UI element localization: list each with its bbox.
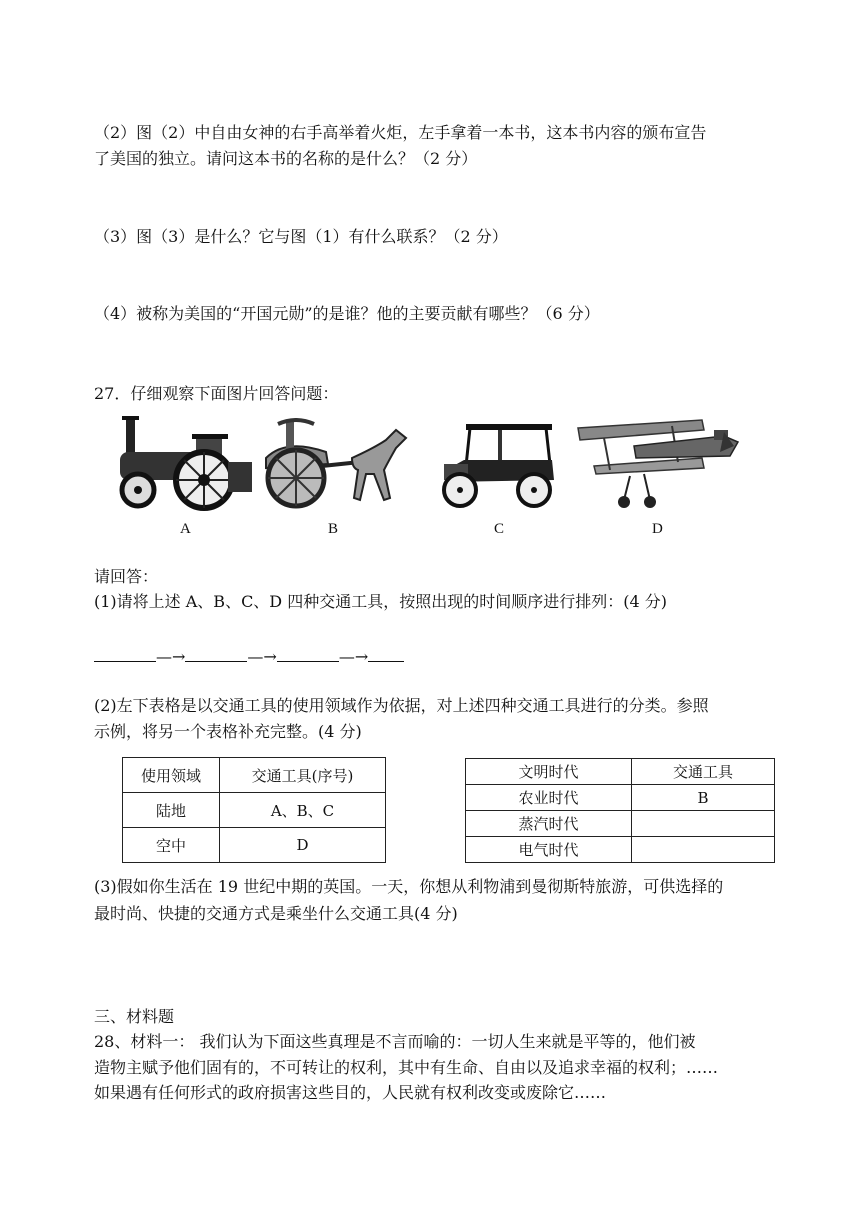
table-answer-cell[interactable]: [632, 837, 775, 863]
answer-blank-2[interactable]: [185, 647, 247, 662]
q27-subquestion-3-line1: (3)假如你生活在 19 世纪中期的英国。一天，你想从利物浦到曼彻斯特旅游，可供选择的: [94, 877, 724, 896]
table-cell: 农业时代: [466, 785, 632, 811]
table-header: 文明时代: [466, 759, 632, 785]
table-header: 交通工具: [632, 759, 775, 785]
answer-intro: 请回答：: [94, 567, 159, 586]
usage-domain-table: [122, 757, 386, 863]
steam-tractor-icon: [106, 416, 256, 512]
answer-blank-3[interactable]: [277, 647, 339, 662]
q28-line3: 如果遇有任何形式的政府损害这些目的，人民就有权利改变或废除它……: [94, 1083, 607, 1102]
table-cell: 电气时代: [466, 837, 632, 863]
arrow: —→: [156, 647, 186, 666]
q26-part2-line2: 了美国的独立。请问这本书的名称的是什么？（2 分）: [94, 149, 478, 168]
arrow: —→: [247, 647, 277, 666]
table-cell: D: [220, 828, 386, 863]
picture-label-d: D: [652, 521, 663, 537]
civilization-era-table: [465, 758, 775, 863]
answer-blank-1[interactable]: [94, 647, 156, 662]
picture-label-a: A: [180, 521, 191, 537]
q26-part2-line1: （2）图（2）中自由女神的右手高举着火炬，左手拿着一本书，这本书内容的颁布宣告: [94, 123, 707, 142]
q27-subquestion-1: (1)请将上述 A、B、C、D 四种交通工具，按照出现的时间顺序进行排列：(4 分): [94, 592, 667, 611]
arrow: —→: [338, 647, 369, 666]
q27-title: 27．仔细观察下面图片回答问题：: [94, 384, 339, 403]
section-heading: 三、材料题: [94, 1007, 175, 1026]
q27-subquestion-2-line1: (2)左下表格是以交通工具的使用领域作为依据，对上述四种交通工具进行的分类。参照: [94, 696, 709, 715]
table-cell: A、B、C: [220, 793, 386, 828]
table-cell: 蒸汽时代: [466, 811, 632, 837]
answer-blank-4[interactable]: [368, 647, 404, 662]
picture-label-b: B: [328, 521, 339, 537]
table-header: 使用领域: [123, 758, 220, 793]
table-answer-cell[interactable]: [632, 811, 775, 837]
q27-subquestion-2-line2: 示例，将另一个表格补充完整。(4 分): [94, 722, 362, 741]
table-cell: 空中: [123, 828, 220, 863]
q26-part4: （4）被称为美国的“开国元勋”的是谁？他的主要贡献有哪些？（6 分）: [94, 304, 600, 323]
picture-label-c: C: [494, 521, 505, 537]
q28-line1: 28、材料一： 我们认为下面这些真理是不言而喻的：一切人生来就是平等的，他们被: [94, 1032, 696, 1051]
biplane-icon: [574, 416, 742, 512]
table-header: 交通工具(序号): [220, 758, 386, 793]
ordering-answer-blanks: [94, 646, 404, 668]
table-cell: 陆地: [123, 793, 220, 828]
q27-subquestion-3-line2: 最时尚、快捷的交通方式是乘坐什么交通工具(4 分): [94, 904, 458, 923]
model-t-car-icon: [436, 420, 558, 512]
table-cell: B: [632, 785, 775, 811]
q26-part3: （3）图（3）是什么？它与图（1）有什么联系？（2 分）: [94, 227, 508, 246]
q28-line2: 造物主赋予他们固有的，不可转让的权利，其中有生命、自由以及追求幸福的权利；……: [94, 1058, 719, 1077]
horse-chariot-icon: [256, 418, 416, 514]
